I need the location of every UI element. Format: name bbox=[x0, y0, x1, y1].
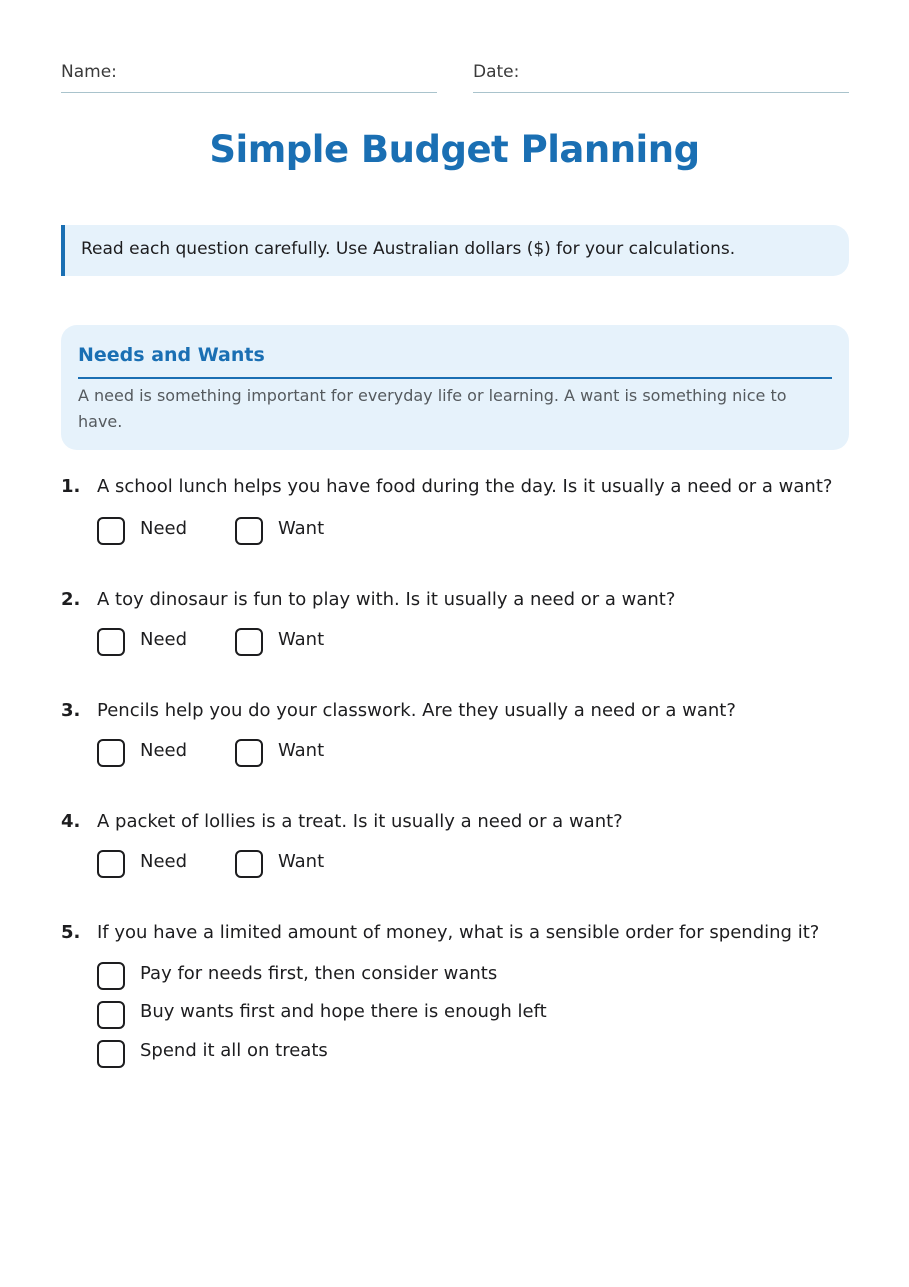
question-text: A packet of lollies is a treat. Is it usually a need or a want? bbox=[97, 811, 623, 832]
checkbox[interactable] bbox=[97, 628, 125, 656]
option-label: Need bbox=[140, 518, 188, 539]
option-label: Need bbox=[140, 851, 188, 872]
option-label: Buy wants first and hope there is enough left bbox=[140, 1001, 547, 1022]
option-label: Pay for needs first, then consider wants bbox=[140, 963, 498, 984]
checkbox[interactable] bbox=[235, 628, 263, 656]
checkbox[interactable] bbox=[97, 739, 125, 767]
question-text: A toy dinosaur is fun to play with. Is it usually a need or a want? bbox=[97, 589, 676, 610]
checkbox[interactable] bbox=[97, 850, 125, 878]
instructions-box bbox=[61, 225, 849, 276]
checkbox[interactable] bbox=[97, 517, 125, 545]
question-number: 3. bbox=[61, 700, 81, 721]
date-label: Date: bbox=[473, 62, 520, 82]
instructions-text: Read each question carefully. Use Australian dollars ($) for your calculations. bbox=[81, 239, 736, 259]
checkbox[interactable] bbox=[97, 1040, 125, 1068]
question-text: A school lunch helps you have food during the day. Is it usually a need or a want? bbox=[97, 476, 833, 497]
section-description: A need is something important for everyday life or learning. A want is something nice to have. bbox=[78, 386, 787, 431]
option-label: Need bbox=[140, 740, 188, 761]
option-label: Want bbox=[278, 851, 325, 872]
checkbox[interactable] bbox=[97, 962, 125, 990]
question-text: If you have a limited amount of money, what is a sensible order for spending it? bbox=[97, 922, 820, 943]
date-field[interactable] bbox=[473, 62, 849, 93]
section-title: Needs and Wants bbox=[78, 344, 265, 366]
question-text: Pencils help you do your classwork. Are they usually a need or a want? bbox=[97, 700, 736, 721]
needs-wants-section bbox=[61, 325, 849, 450]
option-label: Want bbox=[278, 740, 325, 761]
option-label: Want bbox=[278, 629, 325, 650]
checkbox[interactable] bbox=[235, 850, 263, 878]
checkbox[interactable] bbox=[235, 517, 263, 545]
option-label: Need bbox=[140, 629, 188, 650]
name-label: Name: bbox=[61, 62, 117, 82]
name-field[interactable] bbox=[61, 62, 437, 93]
option-label: Want bbox=[278, 518, 325, 539]
question-number: 5. bbox=[61, 922, 81, 943]
page-title: Simple Budget Planning bbox=[209, 128, 700, 171]
checkbox[interactable] bbox=[235, 739, 263, 767]
question-number: 2. bbox=[61, 589, 81, 610]
checkbox[interactable] bbox=[97, 1001, 125, 1029]
section-divider bbox=[78, 377, 832, 379]
question-number: 1. bbox=[61, 476, 81, 497]
option-label: Spend it all on treats bbox=[140, 1040, 328, 1061]
question-number: 4. bbox=[61, 811, 81, 832]
